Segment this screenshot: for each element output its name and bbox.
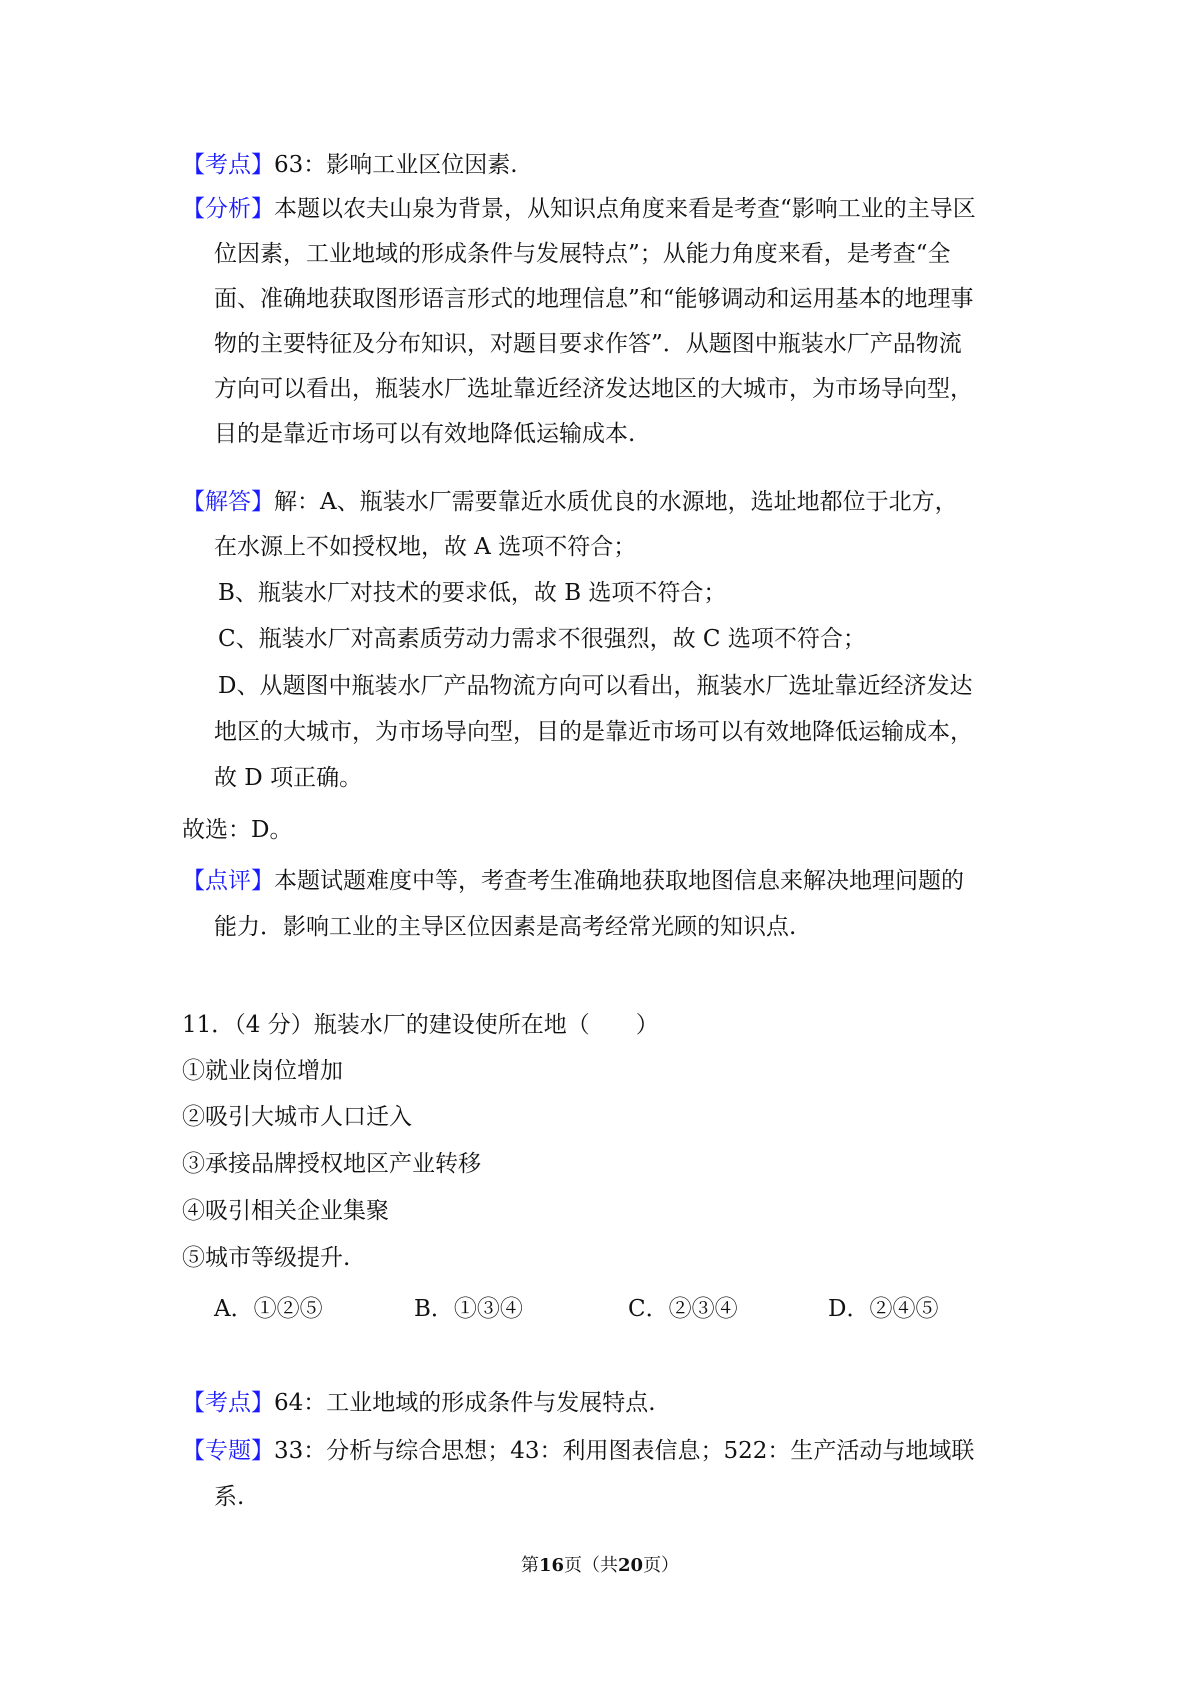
question-item-1: ①就业岗位增加 (182, 1058, 343, 1084)
fenxi-line-1 (182, 194, 976, 224)
kaodian-line-1 (182, 150, 518, 180)
dianping-line-2: 能力．影响工业的主导区位因素是高考经常光顾的知识点. (214, 914, 797, 940)
jieda-line-7: 故 D 项正确。 (214, 765, 363, 791)
option-c: C．②③④ (628, 1296, 738, 1322)
question-item-5: ⑤城市等级提升. (182, 1245, 351, 1271)
option-b: B．①③④ (414, 1296, 523, 1322)
zhuanti-tag: 【专题】 (182, 1438, 274, 1464)
fenxi-tag: 【分析】 (182, 196, 274, 222)
question-item-3: ③承接品牌授权地区产业转移 (182, 1151, 481, 1177)
footer-middle: 页（共 (564, 1555, 618, 1576)
jieda-line-5: D、从题图中瓶装水厂产品物流方向可以看出，瓶装水厂选址靠近经济发达 (218, 673, 973, 699)
kaodian-text-2: 64：工业地域的形成条件与发展特点. (274, 1390, 656, 1416)
kaodian-tag: 【考点】 (182, 152, 274, 178)
kaodian-tag-2: 【考点】 (182, 1390, 274, 1416)
zhuanti-text-1: 33：分析与综合思想；43：利用图表信息；522：生产活动与地域联 (274, 1438, 975, 1464)
jieda-line-1 (182, 487, 958, 517)
fenxi-line-6: 目的是靠近市场可以有效地降低运输成本. (214, 421, 636, 447)
question-item-2: ②吸引大城市人口迁入 (182, 1104, 412, 1130)
zhuanti-line-2: 系. (214, 1484, 245, 1510)
jieda-text-1: 解：A、瓶装水厂需要靠近水质优良的水源地，选址地都位于北方， (274, 489, 958, 515)
fenxi-line-5: 方向可以看出，瓶装水厂选址靠近经济发达地区的大城市，为市场导向型， (214, 376, 973, 402)
dianping-line-1 (182, 866, 964, 896)
kaodian-line-2 (182, 1388, 656, 1418)
jieda-line-6: 地区的大城市，为市场导向型，目的是靠近市场可以有效地降低运输成本， (214, 719, 973, 745)
jieda-line-2: 在水源上不如授权地，故 A 选项不符合； (214, 534, 637, 560)
fenxi-line-4: 物的主要特征及分布知识，对题目要求作答”．从题图中瓶装水厂产品物流 (214, 331, 962, 357)
jieda-tag: 【解答】 (182, 489, 274, 515)
option-d: D．②④⑤ (828, 1296, 939, 1322)
fenxi-line-3: 面、准确地获取图形语言形式的地理信息”和“能够调动和运用基本的地理事 (214, 286, 974, 312)
dianping-tag: 【点评】 (182, 868, 274, 894)
option-a: A．①②⑤ (214, 1296, 323, 1322)
footer-prefix: 第 (520, 1555, 539, 1576)
question-stem: 11．（4 分）瓶装水厂的建设使所在地（ ） (182, 1012, 659, 1038)
footer-page-number: 16 (538, 1555, 564, 1576)
zhuanti-line-1 (182, 1436, 974, 1466)
guxuan-line: 故选：D。 (182, 817, 293, 843)
dianping-text-1: 本题试题难度中等，考查考生准确地获取地图信息来解决地理问题的 (274, 868, 964, 894)
footer-total-pages: 20 (618, 1555, 644, 1576)
fenxi-text-1: 本题以农夫山泉为背景，从知识点角度来看是考查“影响工业的主导区 (274, 196, 976, 222)
jieda-line-3: B、瓶装水厂对技术的要求低，故 B 选项不符合； (218, 580, 727, 606)
footer-suffix: 页） (643, 1555, 680, 1576)
page-footer (0, 1554, 1200, 1578)
kaodian-text: 63：影响工业区位因素. (274, 152, 518, 178)
question-item-4: ④吸引相关企业集聚 (182, 1198, 389, 1224)
fenxi-line-2: 位因素，工业地域的形成条件与发展特点”；从能力角度来看，是考查“全 (214, 241, 951, 267)
jieda-line-4: C、瓶装水厂对高素质劳动力需求不很强烈，故 C 选项不符合； (218, 626, 866, 652)
